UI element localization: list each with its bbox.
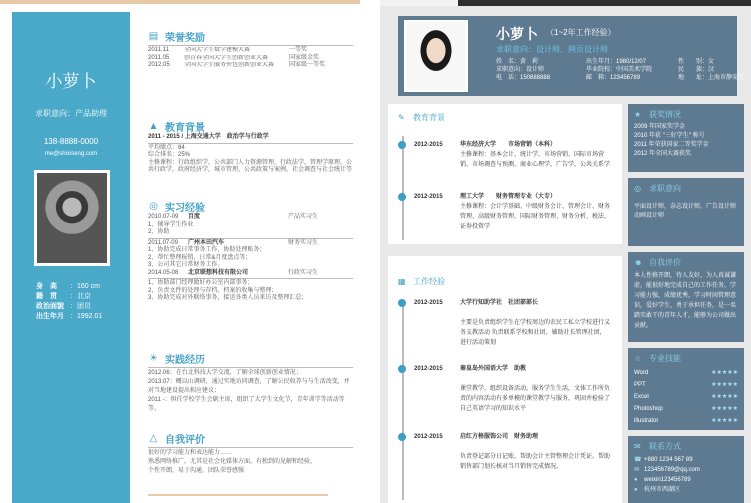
calendar-icon: ▦ <box>398 276 406 286</box>
job-intent: 求职意向：产品助理 <box>35 109 107 118</box>
location-icon: ● <box>634 487 638 493</box>
rating-stars: ★★★★★ <box>711 370 738 376</box>
pencil-icon: ✎ <box>398 112 405 122</box>
section-title: 荣誉奖励 <box>165 32 205 44</box>
social-practice-section: ☀ 实践经历 2012.06：在台北科技大学交流，了解全球创新创业情况； 2013.07：概以山调研，通过实地访问调查，了解公民收养与与生活改变，并对当地建设提出相应建议； 2011 -：担任学校学生会副主席，组织了大学生文化节，青年训学等活动等等。 <box>148 350 353 414</box>
section-title: 专业技能 <box>649 353 681 363</box>
target-icon: ◎ <box>634 183 641 193</box>
phone-icon: ☎ <box>634 457 642 463</box>
education-head: 2011 - 2015 / 上海交通大学 政治学与行政学 <box>148 134 269 140</box>
work-experience-panel <box>388 256 622 503</box>
experience-years: （1~2年工作经验） <box>546 28 616 37</box>
skill-row: PPT ★★★★★ <box>634 379 738 391</box>
skill-row: Photoshop ★★★★★ <box>634 403 738 415</box>
job-row: 2011.07-09 广州本田汽车 财务实习生 <box>148 239 319 246</box>
fact-value: 北京 <box>77 293 91 300</box>
fact-row: 政治面貌 ：团员 <box>36 303 91 310</box>
timeline-entry: 2012-2015 大学行知助学社 社团部部长 主要是负责组织学生在学校周边的农民工私立学校进行义务支教活动 负责联系学校和社团，辅助社长管理社团，进行活动策划 <box>396 298 616 358</box>
fact-value: 团员 <box>77 303 91 310</box>
user-icon: ☻ <box>634 257 643 267</box>
right-resume <box>380 0 751 503</box>
section-title: 实践经历 <box>165 354 205 366</box>
profile-photo <box>34 170 110 266</box>
fact-row: 身 高 ：160 cm <box>36 283 100 290</box>
education-panel <box>388 104 622 244</box>
rating-stars: ★★★★★ <box>711 406 738 412</box>
wechat-icon: ● <box>634 477 638 483</box>
contact-box: ✉ 联系方式 ☎ +880 1234 567 89 ✉ 123456789@qq.com ● weixin123456789 ● 杭州市西湖区 <box>628 436 744 503</box>
rating-stars: ★★★★★ <box>711 382 738 388</box>
section-title: 教育背景 <box>413 112 445 122</box>
fact-key: 出生年月 <box>36 313 64 320</box>
education-line: 综合排名：25% <box>148 152 191 158</box>
timeline-dot <box>398 433 406 441</box>
timeline-entry: 2012-2015 启红方格服饰公司 财务助理 负责登记部分日记账，帮助会计主管整理会计凭证。帮助销售部门划长核对当月销售完成情况。 <box>396 432 616 492</box>
skill-row: Excel ★★★★★ <box>634 391 738 403</box>
skills-box <box>628 348 744 430</box>
section-title: 工作经验 <box>413 276 445 286</box>
section-title: 实习经验 <box>165 202 205 214</box>
timeline-dot <box>398 365 406 373</box>
skill-row: Word ★★★★★ <box>634 367 738 379</box>
avatar <box>37 173 107 263</box>
timeline-entry: 2012-2015 秦皇岛外国语大学 助教 课堂教学，组织设备活动，服务学生生活，文体工作所负责的内容活动有多单模的课堂教学与服务，巩固并检验了自己英语学习的知识水平 <box>396 364 616 424</box>
email-address: me@shixiseng.com <box>44 151 98 157</box>
top-accent-bar <box>0 0 360 4</box>
award-row: 2012.05 全国大学生服务外包创新创业大赛 国家级一等奖 <box>148 62 326 68</box>
job-intent: 求职意向：设计师、网页设计师 <box>496 45 608 54</box>
fact-key: 籍 贯 <box>36 293 57 300</box>
timeline-entry: 2012-2015 华东经济大学 市场营销（本科） 主修课程：基本会计、统计学、市场营销、国际市场营销、市场调查与预测、商业心理学、广告学、公共关系学 <box>396 140 616 190</box>
document-icon: ▤ <box>148 30 159 42</box>
info-grid: 姓 名：黄 莉 出生年月：1980/12/07 性 别：女 求职意向：设计师 毕业院校：中国美术学院 民 族：汉 电 话：150888888 邮 箱：123456789 地 址：上海市静安区 <box>496 59 745 81</box>
mail-icon: ✉ <box>634 467 640 473</box>
profile-photo <box>404 20 468 92</box>
awards-section <box>148 28 353 70</box>
section-title: 联系方式 <box>649 441 681 451</box>
self-evaluation-box: ☻ 自我评价 本人性格开朗，待人友好，为人真诚谦虚，能很好地完成自己的工作任务，学习能力强，成绩优秀，学习时间管理意识，爱好学生，勇于承担任务，是一名踏实敢干的青年人才，能够为公司做出贡献。 <box>628 252 744 342</box>
timeline-dot <box>398 193 406 201</box>
fact-key: 政治面貌 <box>36 303 64 310</box>
top-strip <box>380 0 751 6</box>
award-row: 2011.05 创青春全国大学生创新创业大赛 国家级金奖 <box>148 54 320 61</box>
timeline-dot <box>398 141 406 149</box>
compass-icon: ◎ <box>149 200 158 212</box>
fact-key: 身 高 <box>36 283 57 290</box>
phone-number: 138-8888-0000 <box>43 137 99 146</box>
education-section <box>148 118 353 175</box>
self-evaluation-section: △ 自我评价 很好的学习能力和表达能力…… 熟悉网络推广，尤其是社会化媒体方面，有独到的见解和经验， 个性开朗，易于沟通，团队荣誉感强 <box>148 430 353 476</box>
skill-row: illustrator ★★★★★ <box>634 415 738 427</box>
resume-name: 小萝卜 <box>45 72 97 91</box>
timeline-entry: 2012-2015 理工大学 财务管理专业（大专） 主修课程：会计学基础、中级财务会计、管理会计、财务管理、高级财务管理、国际财务管理、财务分析、税法、证券投资学 <box>396 192 616 242</box>
personal-facts <box>36 282 102 322</box>
job-row: 2010.07-09 百度 产品实习生 <box>148 214 319 220</box>
internship-section: ◎ 实习经验 2010.07-09 百度 产品实习生 1、辅导学生作业 2、协助 2011.07-09 广州本田汽车 财务实习生 1、协助完成日常事务工作，协助处理账务； 2、帮忙整理报销、日常&月度盘点等； 3、公司其它日常财务工作。 2014.05-08 北京联想科技有限公司 行政实习生 1、协助部门经理做好办公室内部事务； 2、负责文件的处理与存档、档案的收集与整理； 3、协助完成对外联络事务，接送各类人员来访及整理汇总； <box>148 198 353 303</box>
bottom-accent-bar <box>148 494 328 496</box>
star-icon: ☆ <box>634 353 642 363</box>
timeline-dot <box>398 299 406 307</box>
resume-name: 小萝卜 <box>496 26 538 42</box>
fact-value: 160 cm <box>77 283 100 290</box>
rating-stars: ★★★★★ <box>711 394 738 400</box>
award-row: 2011.11 全国大学生数学建模大赛 一等奖 <box>148 47 308 53</box>
section-title: 自我评价 <box>165 434 205 446</box>
section-title: 教育背景 <box>165 122 205 134</box>
education-line: 平均绩点：84 <box>148 144 185 151</box>
education-line: 主修课程：行政组织学，公共部门人力资源管理，行政法学，管理学原理，公共行政学，政府经济学，城市管理，公共政策与案例，社会调查与社会统计等 <box>148 159 353 173</box>
awards-box: ★ 获奖情况 2009 年国家奖学金 2010 年获 "三好学生" 称号 2011 年荣获国家二等奖学金 2012 年全国大赛获奖 <box>628 104 744 172</box>
avatar <box>406 22 466 90</box>
section-title: 获奖情况 <box>649 109 681 119</box>
graduation-cap-icon: ▲ <box>148 120 159 132</box>
section-title: 自我评价 <box>649 257 681 267</box>
message-icon: ✉ <box>634 441 641 451</box>
trophy-icon: ★ <box>634 109 642 119</box>
section-title: 求职意向 <box>649 183 681 193</box>
fact-value: 1992.01 <box>77 313 103 320</box>
left-resume <box>0 0 360 503</box>
rating-stars: ★★★★★ <box>711 418 738 424</box>
flask-icon: △ <box>149 432 158 444</box>
job-row: 2014.05-08 北京联想科技有限公司 行政实习生 <box>148 269 319 276</box>
job-intent-box: ◎ 求职意向 平面设计师，杂志设计师，广告设计师 动画设计师 <box>628 178 744 246</box>
fact-row: 籍 贯 ：北京 <box>36 293 91 300</box>
resume-header <box>398 16 745 96</box>
left-sidebar <box>12 12 130 503</box>
sun-icon: ☀ <box>149 352 158 364</box>
fact-row: 出生年月 ：1992.01 <box>36 313 103 320</box>
